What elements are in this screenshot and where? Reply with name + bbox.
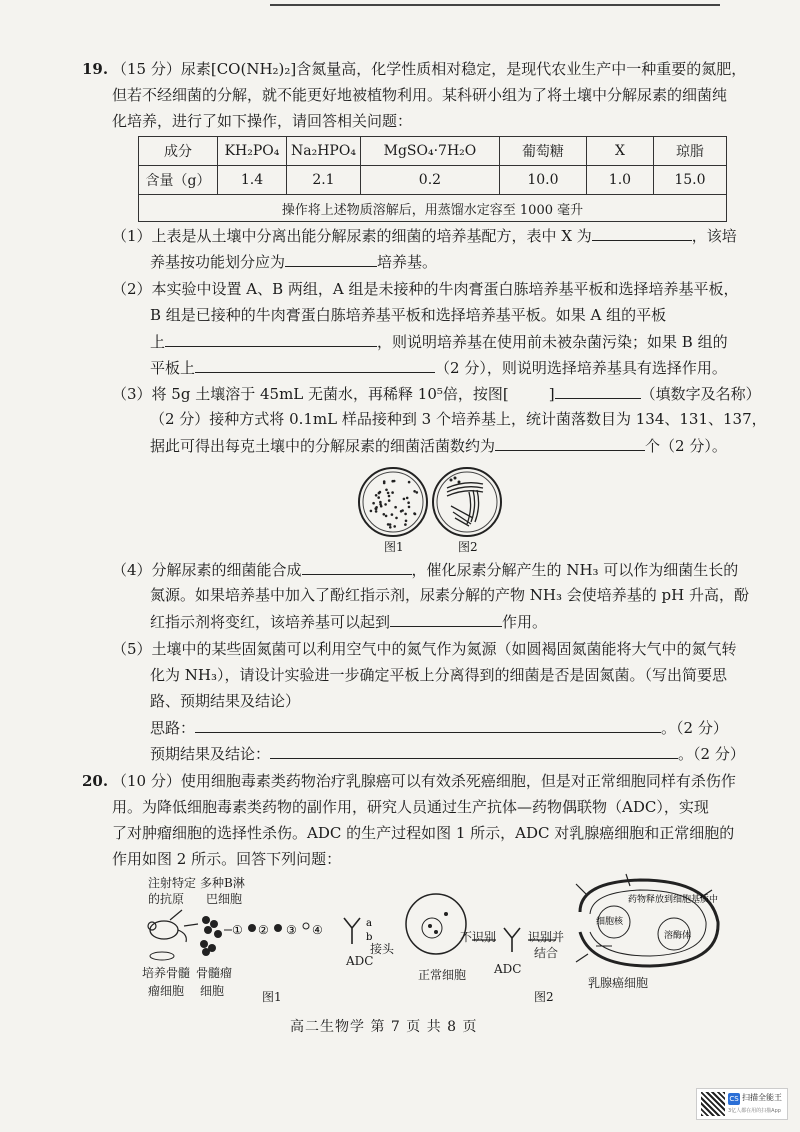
step-3-label: ③ (286, 923, 297, 937)
q19-sub3-text: （3）将 5g 土壤溶于 45mL 无菌水，再稀释 10⁵倍，按图[ (112, 385, 509, 403)
fig2-label: 结合 (534, 946, 559, 960)
step-2-label: ② (258, 923, 269, 937)
table-cell: 10.0 (499, 166, 586, 195)
colony-dot (388, 495, 391, 498)
table-note: 操作将上述物质溶解后，用蒸馏水定容至 1000 毫升 (139, 195, 727, 222)
table-header-cell: X (586, 137, 653, 166)
answer-blank[interactable] (495, 434, 645, 451)
lysosome-label: 溶酶体 (664, 931, 692, 941)
colony-dot (391, 491, 394, 494)
colony-dot (404, 523, 407, 526)
q19-sub5-text: 思路： (150, 719, 196, 737)
table-header-row (139, 137, 727, 166)
table-cell: 0.2 (360, 166, 499, 195)
table-header-cell: Na₂HPO₄ (287, 137, 361, 166)
fig1-label: 巴细胞 (206, 892, 243, 906)
colony-dot (385, 489, 388, 492)
arrow-icon (184, 924, 198, 926)
q19-sub2-text: ，则说明培养基在使用前未被杂菌污染；如果 B 组的 (377, 333, 728, 351)
top-rule (270, 4, 720, 6)
table-cell: 1.0 (586, 166, 653, 195)
mouse-icon (148, 921, 186, 942)
table-header-cell: 成分 (139, 137, 218, 166)
q19-sub1-line2 (150, 250, 437, 273)
q19-sub1-text: ，该培 (691, 227, 737, 245)
q19-intro-line3: 化培养，进行了如下操作，请回答相关问题： (112, 112, 413, 130)
answer-blank[interactable] (555, 382, 641, 399)
label-b: b (366, 932, 373, 943)
step-4-label: ④ (312, 923, 323, 937)
answer-blank[interactable] (302, 558, 412, 575)
colony-dot (383, 480, 386, 483)
colony-dot (385, 515, 388, 518)
answer-blank[interactable] (592, 224, 692, 241)
drug-release-label: 药物释放到细胞基质中 (628, 895, 719, 905)
colony-dot (379, 491, 382, 494)
q19-sub5-result (150, 742, 745, 765)
dish-icon (150, 952, 174, 960)
q19-sub2-text: 平板上 (150, 359, 196, 377)
q19-number: 19. (82, 60, 109, 78)
q19-sub3-line2: （2 分）接种方式将 0.1mL 样品接种到 3 个培养基上，统计菌落数目为 134、131、137， (150, 410, 767, 428)
q20-line4: 作用如图 2 所示。回答下列问题： (112, 850, 342, 868)
table-header-cell: MgSO₄·7H₂O (360, 137, 499, 166)
adc-antibody-icon (344, 918, 360, 944)
answer-blank[interactable] (195, 716, 661, 733)
q19-sub4-text: 作用。 (502, 613, 548, 631)
q19-sub3-line1 (112, 382, 761, 405)
colony-dot (395, 517, 398, 520)
q19-sub4-line2: 氮源。如果培养基中加入了酚红指示剂，尿素分解的产物 NH₃ 会使培养基的 pH 升高，酚 (150, 586, 749, 604)
plate-figures (355, 466, 505, 544)
colony-dot (405, 520, 408, 523)
colony-dot (389, 523, 392, 526)
q19-sub4-text: （4）分解尿素的细菌能合成 (112, 561, 302, 579)
table-cell: 1.4 (218, 166, 287, 195)
syringe-icon (170, 910, 182, 920)
q19-sub1-text: 培养基。 (377, 253, 438, 271)
answer-blank[interactable] (270, 742, 678, 759)
q19-intro-line1: （15 分）尿素[CO(NH₂)₂]含氮量高，化学性质相对稳定，是现代农业生产中一种重要的氮肥， (112, 60, 747, 78)
colony-dot (384, 503, 387, 506)
colony-dot (394, 506, 397, 509)
adc-antibody-icon (504, 928, 520, 952)
figure-caption: 图1 (384, 540, 404, 554)
fig1-label: 细胞 (200, 984, 225, 998)
answer-blank[interactable] (390, 610, 502, 627)
watermark-subtitle: 3亿人都在用的扫描App (728, 1108, 781, 1114)
fig2-label: 乳腺癌细胞 (588, 976, 649, 990)
q19-sub4-text: 红指示剂将变红，该培养基可以起到 (150, 613, 391, 631)
figure-caption: 图2 (458, 540, 478, 554)
answer-blank[interactable] (165, 330, 377, 347)
antibody-cell-icon (303, 923, 309, 929)
scanner-watermark (696, 1088, 788, 1120)
nucleus-label: 细胞核 (596, 917, 624, 927)
step-1-label: ① (232, 923, 243, 937)
fig1-label: 的抗原 (148, 892, 185, 906)
q19-sub4-line1 (112, 558, 738, 581)
q19-sub3-text: （填数字及名称） (640, 385, 761, 403)
table-header-cell: 琼脂 (653, 137, 726, 166)
fig2-label: 正常细胞 (418, 968, 467, 982)
table-cell: 15.0 (653, 166, 726, 195)
colony-dot (375, 494, 378, 497)
normal-cell-icon (406, 894, 466, 954)
colony-dot (400, 510, 403, 513)
colony-dot (407, 501, 410, 504)
fig2-caption: 图2 (534, 990, 554, 1004)
colony-dot (375, 510, 378, 513)
fig1-label: 接头 (370, 942, 395, 956)
b-cell-cluster-icon (202, 916, 222, 938)
colony-dot (416, 491, 419, 494)
q19-sub2-text: （2 分），则说明选择培养基具有选择作用。 (435, 359, 727, 377)
table-row (139, 166, 727, 195)
colony-dot (389, 526, 392, 529)
plate-spread-icon (359, 468, 427, 536)
q19-sub1-text: （1）上表是从土壤中分离出能分解尿素的细菌的培养基配方，表中 X 为 (112, 227, 592, 245)
table-header-cell: KH₂PO₄ (218, 137, 287, 166)
bracket-space[interactable] (509, 383, 549, 399)
q19-sub5-line2: 化为 NH₃），请设计实验进一步确定平板上分离得到的细菌是否是固氮菌。（写出简要思 (150, 666, 727, 684)
fig2-label: 识别并 (528, 930, 565, 944)
q20-number: 20. (82, 772, 109, 790)
colony-dot (387, 492, 390, 495)
fig1-label: 骨髓瘤 (196, 966, 233, 980)
q19-sub5-line3: 路、预期结果及结论） (150, 692, 301, 710)
colony-dot (404, 513, 407, 516)
page-footer: 高二生物学 第 7 页 共 8 页 (290, 1019, 478, 1035)
table-cell: 含量（g） (139, 166, 218, 195)
q19-sub5-text: 预期结果及结论： (150, 745, 271, 763)
q19-sub5-text: 。（2 分） (661, 719, 728, 737)
q19-sub2-line1: （2）本实验中设置 A、B 两组，A 组是未接种的牛肉膏蛋白胨培养基平板和选择培养基平板， (112, 280, 739, 298)
colony-dot (383, 513, 386, 516)
medium-recipe-table (138, 136, 727, 222)
fig1-label: 培养骨髓 (142, 966, 191, 980)
q19-sub1 (112, 224, 737, 247)
label-a: a (366, 918, 372, 929)
q19-sub3-text: ] (548, 385, 555, 403)
q19-sub4-line3 (150, 610, 547, 633)
fig1-label: 注射特定 (148, 876, 197, 890)
camscanner-logo: CS (729, 1095, 739, 1103)
q20-line2: 用。为降低细胞毒素类药物的副作用，研究人员通过生产抗体—药物偶联物（ADC），实现 (112, 798, 709, 816)
colony-dot (413, 490, 416, 493)
q19-intro-line2: 但若不经细菌的分解，就不能更好地被植物利用。某科研小组为了将土壤中分解尿素的细菌纯 (112, 86, 728, 104)
table-note-row (139, 195, 727, 222)
q19-sub4-text: ，催化尿素分解产生的 NH₃ 可以作为细菌生长的 (411, 561, 739, 579)
colony-dot (375, 506, 378, 509)
colony-dot (393, 525, 396, 528)
answer-blank[interactable] (195, 356, 435, 373)
q19-sub3-line3 (150, 434, 727, 457)
colony-dot (391, 480, 394, 483)
watermark-title: 扫描全能王 (742, 1093, 782, 1102)
q19-sub5-text: 。（2 分） (678, 745, 745, 763)
qr-code-icon (701, 1092, 725, 1116)
hybrid-cell-icon (274, 924, 282, 932)
colony-dot (379, 503, 382, 506)
q20-line3: 了对肿瘤细胞的选择性杀伤。ADC 的生产过程如图 1 所示，ADC 对乳腺癌细胞和正常细胞的 (112, 824, 735, 842)
q20-line1: （10 分）使用细胞毒素类药物治疗乳腺癌可以有效杀死癌细胞，但是对正常细胞同样有杀伤作 (112, 772, 736, 790)
fig1-label: ADC (346, 954, 374, 968)
table-cell: 2.1 (287, 166, 361, 195)
colony-dot (408, 481, 411, 484)
fig2-adc-action-diagram (400, 872, 730, 972)
q19-sub5-idea (150, 716, 728, 739)
q19-sub3-text: 据此可得出每克土壤中的分解尿素的细菌活菌数约为 (150, 437, 496, 455)
fig1-label: 多种B淋 (200, 876, 245, 890)
colony-dot (370, 510, 373, 513)
fig1-label: 瘤细胞 (148, 984, 185, 998)
fig2-label: ADC (494, 962, 522, 976)
colony-dot (391, 513, 394, 516)
hybrid-cell-icon (248, 924, 256, 932)
colony-dot (388, 499, 391, 502)
colony-dot (414, 513, 417, 516)
colony-dot (379, 501, 382, 504)
answer-blank[interactable] (285, 250, 377, 267)
q19-sub2-line4 (150, 356, 727, 379)
colony-dot (408, 506, 411, 509)
q19-sub2-line2: B 组是已接种的牛肉膏蛋白胨培养基平板和选择培养基平板。如果 A 组的平板 (150, 306, 667, 324)
colony-dot (377, 496, 380, 499)
colony-dot (403, 498, 406, 501)
q19-sub5-line1: （5）土壤中的某些固氮菌可以利用空气中的氮气作为氮源（如圆褐固氮菌能将大气中的氮气转 (112, 640, 737, 658)
table-header-cell: 葡萄糖 (499, 137, 586, 166)
q19-sub1-text: 养基按功能划分应为 (150, 253, 286, 271)
myeloma-cell-icon (200, 940, 216, 956)
fig2-label: 不识别 (460, 930, 497, 944)
colony-dot (406, 497, 409, 500)
q19-sub2-line3 (150, 330, 728, 353)
q19-sub2-text: 上 (150, 333, 166, 351)
colony-dot (372, 502, 375, 505)
q19-sub3-text: 个（2 分）。 (645, 437, 727, 455)
plate-streak-icon (433, 468, 501, 536)
fig1-caption: 图1 (262, 990, 282, 1004)
